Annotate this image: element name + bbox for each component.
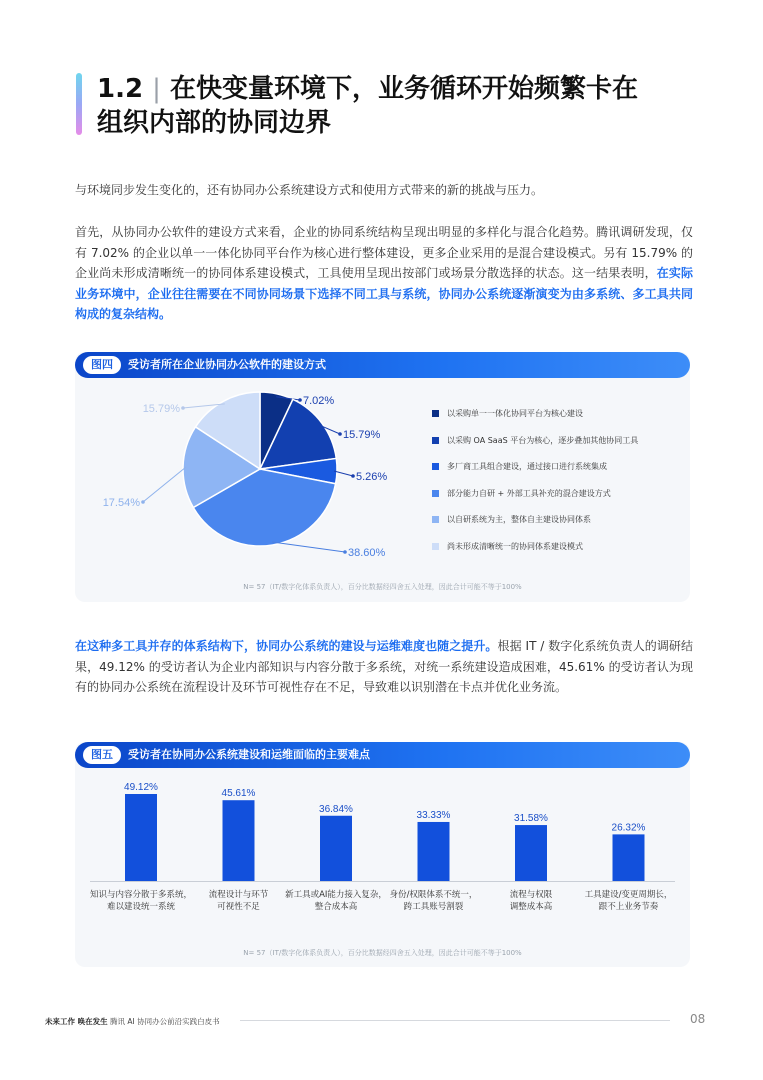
legend-label: 以采购单一一体化协同平台为核心建设 xyxy=(447,409,583,418)
paragraph-construction-text: 首先，从协同办公软件的建设方式来看，企业的协同系统结构呈现出明显的多样化与混合化趋势。腾讯调研发现，仅有 7.02% 的企业以单一一体化协同平台作为核心进行整体建设，更多企业采用的是混合建设模式。另有 15.79% 的企业尚未形成清晰统一的协同体系建设模式，工具使用呈现出按部门或场景分散选择的状态。这一结果表明， xyxy=(75,225,693,280)
figure5-header xyxy=(75,742,690,768)
section-title-line1: 在快变量环境下，业务循环开始频繁卡在 xyxy=(169,74,638,104)
figure4-title: 受访者所在企业协同办公软件的建设方式 xyxy=(128,358,326,371)
bar xyxy=(320,816,352,881)
legend-swatch xyxy=(432,437,439,444)
bar-value-label: 26.32% xyxy=(611,822,646,834)
bar-value-label: 45.61% xyxy=(221,788,256,800)
bar-value-label: 33.33% xyxy=(416,809,451,821)
legend-label: 尚未形成清晰统一的协同体系建设模式 xyxy=(447,541,583,551)
pie-slice-label: 17.54% xyxy=(102,497,140,509)
legend-label: 部分能力自研 + 外部工具补充的混合建设方式 xyxy=(447,488,611,498)
figure4-tag: 图四 xyxy=(83,356,121,374)
bar-value-label: 49.12% xyxy=(124,782,158,793)
section-title-line2: 组织内部的协同边界 xyxy=(97,108,332,138)
paragraph-difficulty xyxy=(75,636,693,698)
legend-swatch xyxy=(432,490,439,497)
legend-label: 以自研系统为主，整体自主建设协同体系 xyxy=(447,515,591,524)
legend-label: 以采购 OA SaaS 平台为核心，逐步叠加其他协同工具 xyxy=(447,435,639,445)
figure4-header xyxy=(75,352,690,378)
bar-category-label: 整合成本高 xyxy=(314,902,358,912)
figure5-tag: 图五 xyxy=(83,746,121,764)
figure4-card xyxy=(75,352,690,602)
paragraph-construction-highlight: 在实际业务环境中，企业往往需要在不同协同场景下选择不同工具与系统，协同办公系统逐渐演变为由多系统、多工具共同构成的复杂结构。 xyxy=(75,266,693,321)
pie-slice-label: 7.02% xyxy=(303,395,335,407)
bar-category-label: 调整成本高 xyxy=(509,902,553,912)
bar-category-label: 流程设计与环节 xyxy=(208,890,269,900)
pie-leader-dot xyxy=(298,398,302,402)
pie-leader-line xyxy=(272,542,345,552)
footer-bold: 未来工作 唤在发生 xyxy=(45,1017,108,1026)
bar-category-label: 跟不上业务节奏 xyxy=(598,902,659,912)
pie-leader-dot xyxy=(338,432,342,436)
pie-slice-label: 15.79% xyxy=(142,403,180,415)
footer-title xyxy=(45,1016,220,1027)
pie-leader-line xyxy=(143,467,186,502)
bar-category-label: 流程与权限 xyxy=(509,890,553,900)
bar xyxy=(125,794,157,881)
figure5-title: 受访者在协同办公系统建设和运维面临的主要难点 xyxy=(128,748,370,761)
section-separator: | xyxy=(152,74,161,104)
footer-divider xyxy=(240,1020,670,1021)
pie-leader-dot xyxy=(343,550,347,554)
bar xyxy=(223,800,255,881)
bar xyxy=(515,825,547,881)
paragraph-difficulty-text: 根据 IT / 数字化系统负责人的调研结果，49.12% 的受访者认为企业内部知识与内容分散于多系统，对统一系统建设造成困难，45.61% 的受访者认为现有的协同办公系统在流程设计及环节可视性存在不足，导致难以识别潜在卡点并优化业务流。 xyxy=(75,639,693,694)
pie-leader-dot xyxy=(351,474,355,478)
bar xyxy=(613,834,645,881)
figure4-note: N= 57（IT/数字化体系负责人），百分比数据经四舍五入处理，因此合计可能不等于100% xyxy=(243,583,522,591)
section-heading xyxy=(97,72,717,140)
pie-slice-label: 38.60% xyxy=(348,547,386,559)
bar-chart xyxy=(75,770,690,945)
heading-accent-bar xyxy=(76,73,82,135)
bar-value-label: 31.58% xyxy=(514,813,548,825)
bar-category-label: 难以建设统一系统 xyxy=(106,902,176,912)
paragraph-construction xyxy=(75,222,693,325)
paragraph-difficulty-highlight: 在这种多工具并存的体系结构下，协同办公系统的建设与运维难度也随之提升。 xyxy=(75,639,498,653)
pie-slice-label: 5.26% xyxy=(356,471,388,483)
section-number: 1.2 xyxy=(97,74,144,104)
figure5-card xyxy=(75,742,690,967)
bar-category-label: 新工具或AI能力接入复杂， xyxy=(285,890,387,900)
pie-leader-dot xyxy=(141,500,145,504)
bar-category-label: 可视性不足 xyxy=(217,902,260,912)
legend-label: 多厂商工具组合建设，通过接口进行系统集成 xyxy=(447,462,607,471)
legend-swatch xyxy=(432,410,439,417)
bar-category-label: 工具建设/变更周期长， xyxy=(584,890,673,900)
intro-paragraph: 与环境同步发生变化的，还有协同办公系统建设方式和使用方式带来的新的挑战与压力。 xyxy=(75,183,544,197)
legend-swatch xyxy=(432,463,439,470)
bar-category-label: 跨工具账号割裂 xyxy=(403,902,464,912)
bar xyxy=(418,822,450,881)
page-number: 08 xyxy=(690,1012,706,1026)
bar-value-label: 36.84% xyxy=(319,803,353,815)
pie-chart xyxy=(75,380,690,595)
legend-swatch xyxy=(432,543,439,550)
figure5-note: N= 57（IT/数字化体系负责人），百分比数据经四舍五入处理，因此合计可能不等于100% xyxy=(243,949,522,957)
bar-category-label: 知识与内容分散于多系统， xyxy=(89,890,193,900)
legend-swatch xyxy=(432,516,439,523)
pie-leader-dot xyxy=(181,406,185,410)
bar-category-label: 身份/权限体系不统一， xyxy=(389,890,478,900)
footer-text: 腾讯 AI 协同办公前沿实践白皮书 xyxy=(110,1017,220,1026)
pie-slice-label: 15.79% xyxy=(343,429,381,441)
